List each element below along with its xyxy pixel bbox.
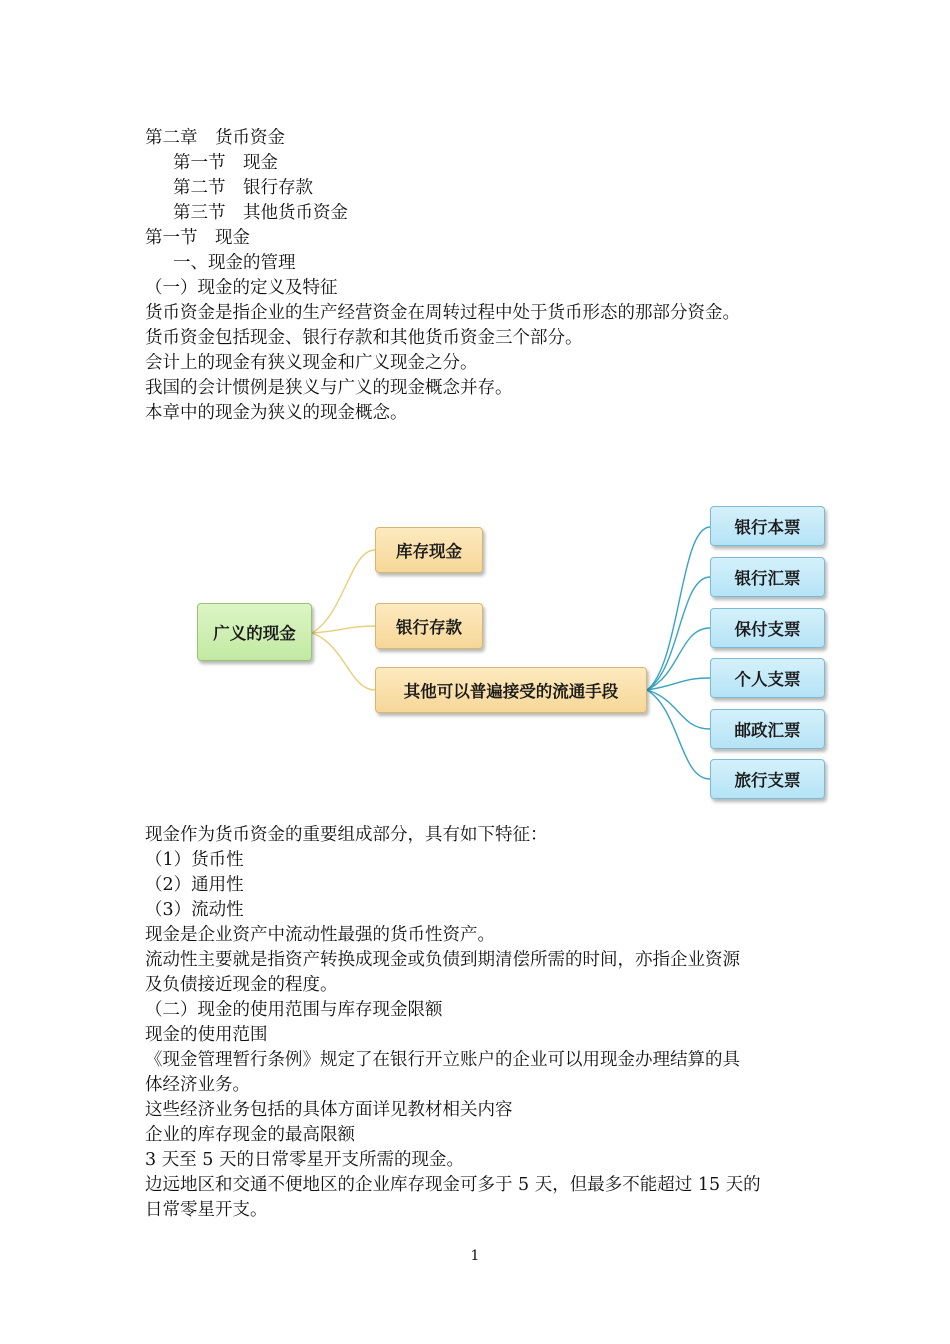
text-block-top: [145, 126, 810, 426]
paragraph-line: 会计上的现金有狭义现金和广义现金之分。: [145, 353, 478, 373]
paragraph-line: 体经济业务。: [145, 1075, 250, 1095]
chapter-title: 第二章 货币资金: [145, 128, 285, 148]
node-cash-on-hand: 库存现金: [375, 527, 483, 573]
text-block-bottom: [145, 823, 810, 1223]
paragraph-line: 企业的库存现金的最高限额: [145, 1125, 355, 1145]
cash-mind-map: [150, 495, 850, 815]
paragraph-line: 流动性主要就是指资产转换成现金或负债到期清偿所需的时间，亦指企业资源: [145, 950, 740, 970]
sub-subsection-heading: （二）现金的使用范围与库存现金限额: [145, 1000, 443, 1020]
node-bank-deposit: 银行存款: [375, 603, 483, 649]
node-travelers-check: 旅行支票: [710, 759, 825, 799]
node-bank-draft: 银行本票: [710, 506, 825, 546]
link-root-to-other-means: [312, 633, 375, 690]
paragraph-line: 本章中的现金为狭义的现金概念。: [145, 403, 408, 423]
paragraph-line: 这些经济业务包括的具体方面详见教材相关内容: [145, 1100, 513, 1120]
node-bank-bill: 银行汇票: [710, 557, 825, 597]
node-other-circulating-means: 其他可以普遍接受的流通手段: [375, 667, 647, 713]
list-item: （3）流动性: [145, 900, 244, 920]
link-to-bank-draft: [647, 527, 710, 690]
toc-section-2: 第二节 银行存款: [173, 178, 313, 198]
paragraph-line: 《现金管理暂行条例》规定了在银行开立账户的企业可以用现金办理结算的具: [145, 1050, 740, 1070]
paragraph-line: 3 天至 5 天的日常零星开支所需的现金。: [145, 1150, 464, 1170]
link-to-postal-order: [647, 690, 710, 729]
paragraph-line: 现金的使用范围: [145, 1025, 268, 1045]
paragraph-line: 边远地区和交通不便地区的企业库存现金可多于 5 天，但最多不能超过 15 天的: [145, 1175, 761, 1195]
link-to-travelers-check: [647, 690, 710, 779]
node-certified-check: 保付支票: [710, 608, 825, 648]
link-to-bank-bill: [647, 577, 710, 690]
paragraph-line: 我国的会计惯例是狭义与广义的现金概念并存。: [145, 378, 513, 398]
paragraph-line: 现金作为货币资金的重要组成部分，具有如下特征：: [145, 825, 548, 845]
link-root-to-cash-on-hand: [312, 550, 375, 633]
paragraph-line: 日常零星开支。: [145, 1200, 268, 1220]
node-postal-order: 邮政汇票: [710, 709, 825, 749]
subsection-heading: 一、现金的管理: [173, 253, 296, 273]
link-root-to-bank-deposit: [312, 626, 375, 633]
paragraph-line: 及负债接近现金的程度。: [145, 975, 338, 995]
sub-subsection-heading: （一）现金的定义及特征: [145, 278, 338, 298]
paragraph-line: 现金是企业资产中流动性最强的货币性资产。: [145, 925, 495, 945]
paragraph-line: 货币资金包括现金、银行存款和其他货币资金三个部分。: [145, 328, 583, 348]
node-personal-check: 个人支票: [710, 658, 825, 698]
node-broad-cash: 广义的现金: [197, 603, 312, 661]
list-item: （2）通用性: [145, 875, 244, 895]
toc-section-1: 第一节 现金: [173, 153, 278, 173]
list-item: （1）货币性: [145, 850, 244, 870]
section-heading: 第一节 现金: [145, 228, 250, 248]
page-number: 1: [470, 1248, 480, 1264]
paragraph-line: 货币资金是指企业的生产经营资金在周转过程中处于货币形态的那部分资金。: [145, 303, 740, 323]
toc-section-3: 第三节 其他货币资金: [173, 203, 348, 223]
